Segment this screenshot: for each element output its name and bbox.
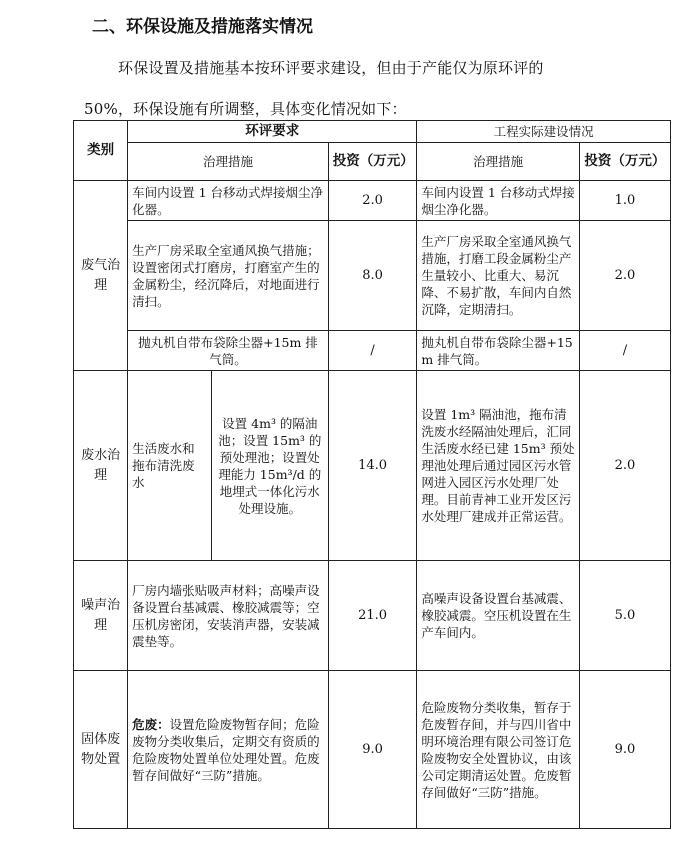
solid-requirement: [128, 671, 329, 829]
table-row: [74, 371, 671, 561]
table-row: [74, 221, 671, 331]
noise-actual-investment: 5.0: [579, 561, 670, 671]
gas1-requirement: 车间内设置 1 台移动式焊接烟尘净化器。: [128, 181, 329, 221]
solid-requirement-text: 设置危险废物暂存间；危险废物分类收集后，定期交有资质的危险废物处置单位处理处置。危废暂存间做好“三防”措施。: [132, 716, 320, 783]
gas1-investment: 2.0: [328, 181, 417, 221]
gas3-actual-investment: /: [579, 331, 670, 371]
table-row: [74, 561, 671, 671]
measures-header: 治理措施: [128, 143, 329, 181]
intro-paragraph-line1: 环保设置及措施基本按环评要求建设，但由于产能仅为原环评的: [118, 59, 544, 77]
water-investment: 14.0: [328, 371, 417, 561]
noise-requirement: 厂房内墙张贴吸声材料；高噪声设备设置台基减震、橡胶减震等；空压机房密闭，安装消声器，安装减震垫等。: [128, 561, 329, 671]
table-row: [74, 181, 671, 221]
header-row-1: [74, 121, 671, 143]
gas3-requirement: 抛丸机自带布袋除尘器+15m 排气筒。: [128, 331, 329, 371]
noise-investment: 21.0: [328, 561, 417, 671]
gas2-actual-investment: 2.0: [579, 221, 670, 331]
table-row: [74, 331, 671, 371]
table-row: [74, 671, 671, 829]
category-header: 类别: [74, 121, 128, 181]
noise-actual: 高噪声设备设置台基减震、橡胶减震。空压机设置在生产车间内。: [417, 561, 579, 671]
gas2-investment: 8.0: [328, 221, 417, 331]
gas-category-cell: 废气治理: [74, 181, 128, 371]
water-category-cell: 废水治理: [74, 371, 128, 561]
environmental-measures-table: [73, 120, 671, 829]
gas1-actual-investment: 1.0: [579, 181, 670, 221]
intro-paragraph-line2: 50%，环保设施有所调整，具体变化情况如下：: [84, 100, 407, 118]
solid-category-cell: 固体废物处置: [74, 671, 128, 829]
gas1-actual: 车间内设置 1 台移动式焊接烟尘净化器。: [417, 181, 579, 221]
solid-actual-investment: 9.0: [579, 671, 670, 829]
solid-investment: 9.0: [328, 671, 417, 829]
header-row-2: [74, 143, 671, 181]
gas3-investment: /: [328, 331, 417, 371]
water-subcategory: 生活废水和拖布清洗废水: [128, 371, 212, 561]
investment-header: 投资（万元）: [328, 143, 417, 181]
actual-measures-header: 治理措施: [417, 143, 579, 181]
hazardous-waste-label: 危废：: [132, 716, 170, 732]
gas2-actual: 生产厂房采取全室通风换气措施，打磨工段金属粉尘产生量较小、比重大、易沉降、不易扩散，车间内自然沉降，定期清扫。: [417, 221, 579, 331]
actual-construction-header: 工程实际建设情况: [417, 121, 671, 143]
noise-category-cell: 噪声治理: [74, 561, 128, 671]
water-actual: 设置 1m³ 隔油池，拖布清洗废水经隔油处理后，汇同生活废水经已建 15m³ 预处理池处理后通过园区污水管网进入园区污水处理厂处理。目前青神工业开发区污水处理厂建成并正常运营。: [417, 371, 579, 561]
section-heading: 二、环保设施及措施落实情况: [92, 17, 313, 37]
water-requirement: 设置 4m³ 的隔油池；设置 15m³ 的预处理池；设置处理能力 15m³/d 的地埋式一体化污水处理设施。: [211, 371, 328, 561]
solid-actual: 危险废物分类收集，暂存于危废暂存间，并与四川省中明环境治理有限公司签订危险废物安全处置协议，由该公司定期清运处置。危废暂存间做好“三防”措施。: [417, 671, 579, 829]
eia-requirement-header: 环评要求: [128, 121, 417, 143]
actual-investment-header: 投资（万元）: [579, 143, 670, 181]
gas2-requirement: 生产厂房采取全室通风换气措施；设置密闭式打磨房，打磨室产生的金属粉尘，经沉降后，对地面进行清扫。: [128, 221, 329, 331]
water-actual-investment: 2.0: [579, 371, 670, 561]
gas3-actual: 抛丸机自带布袋除尘器+15m 排气筒。: [417, 331, 579, 371]
